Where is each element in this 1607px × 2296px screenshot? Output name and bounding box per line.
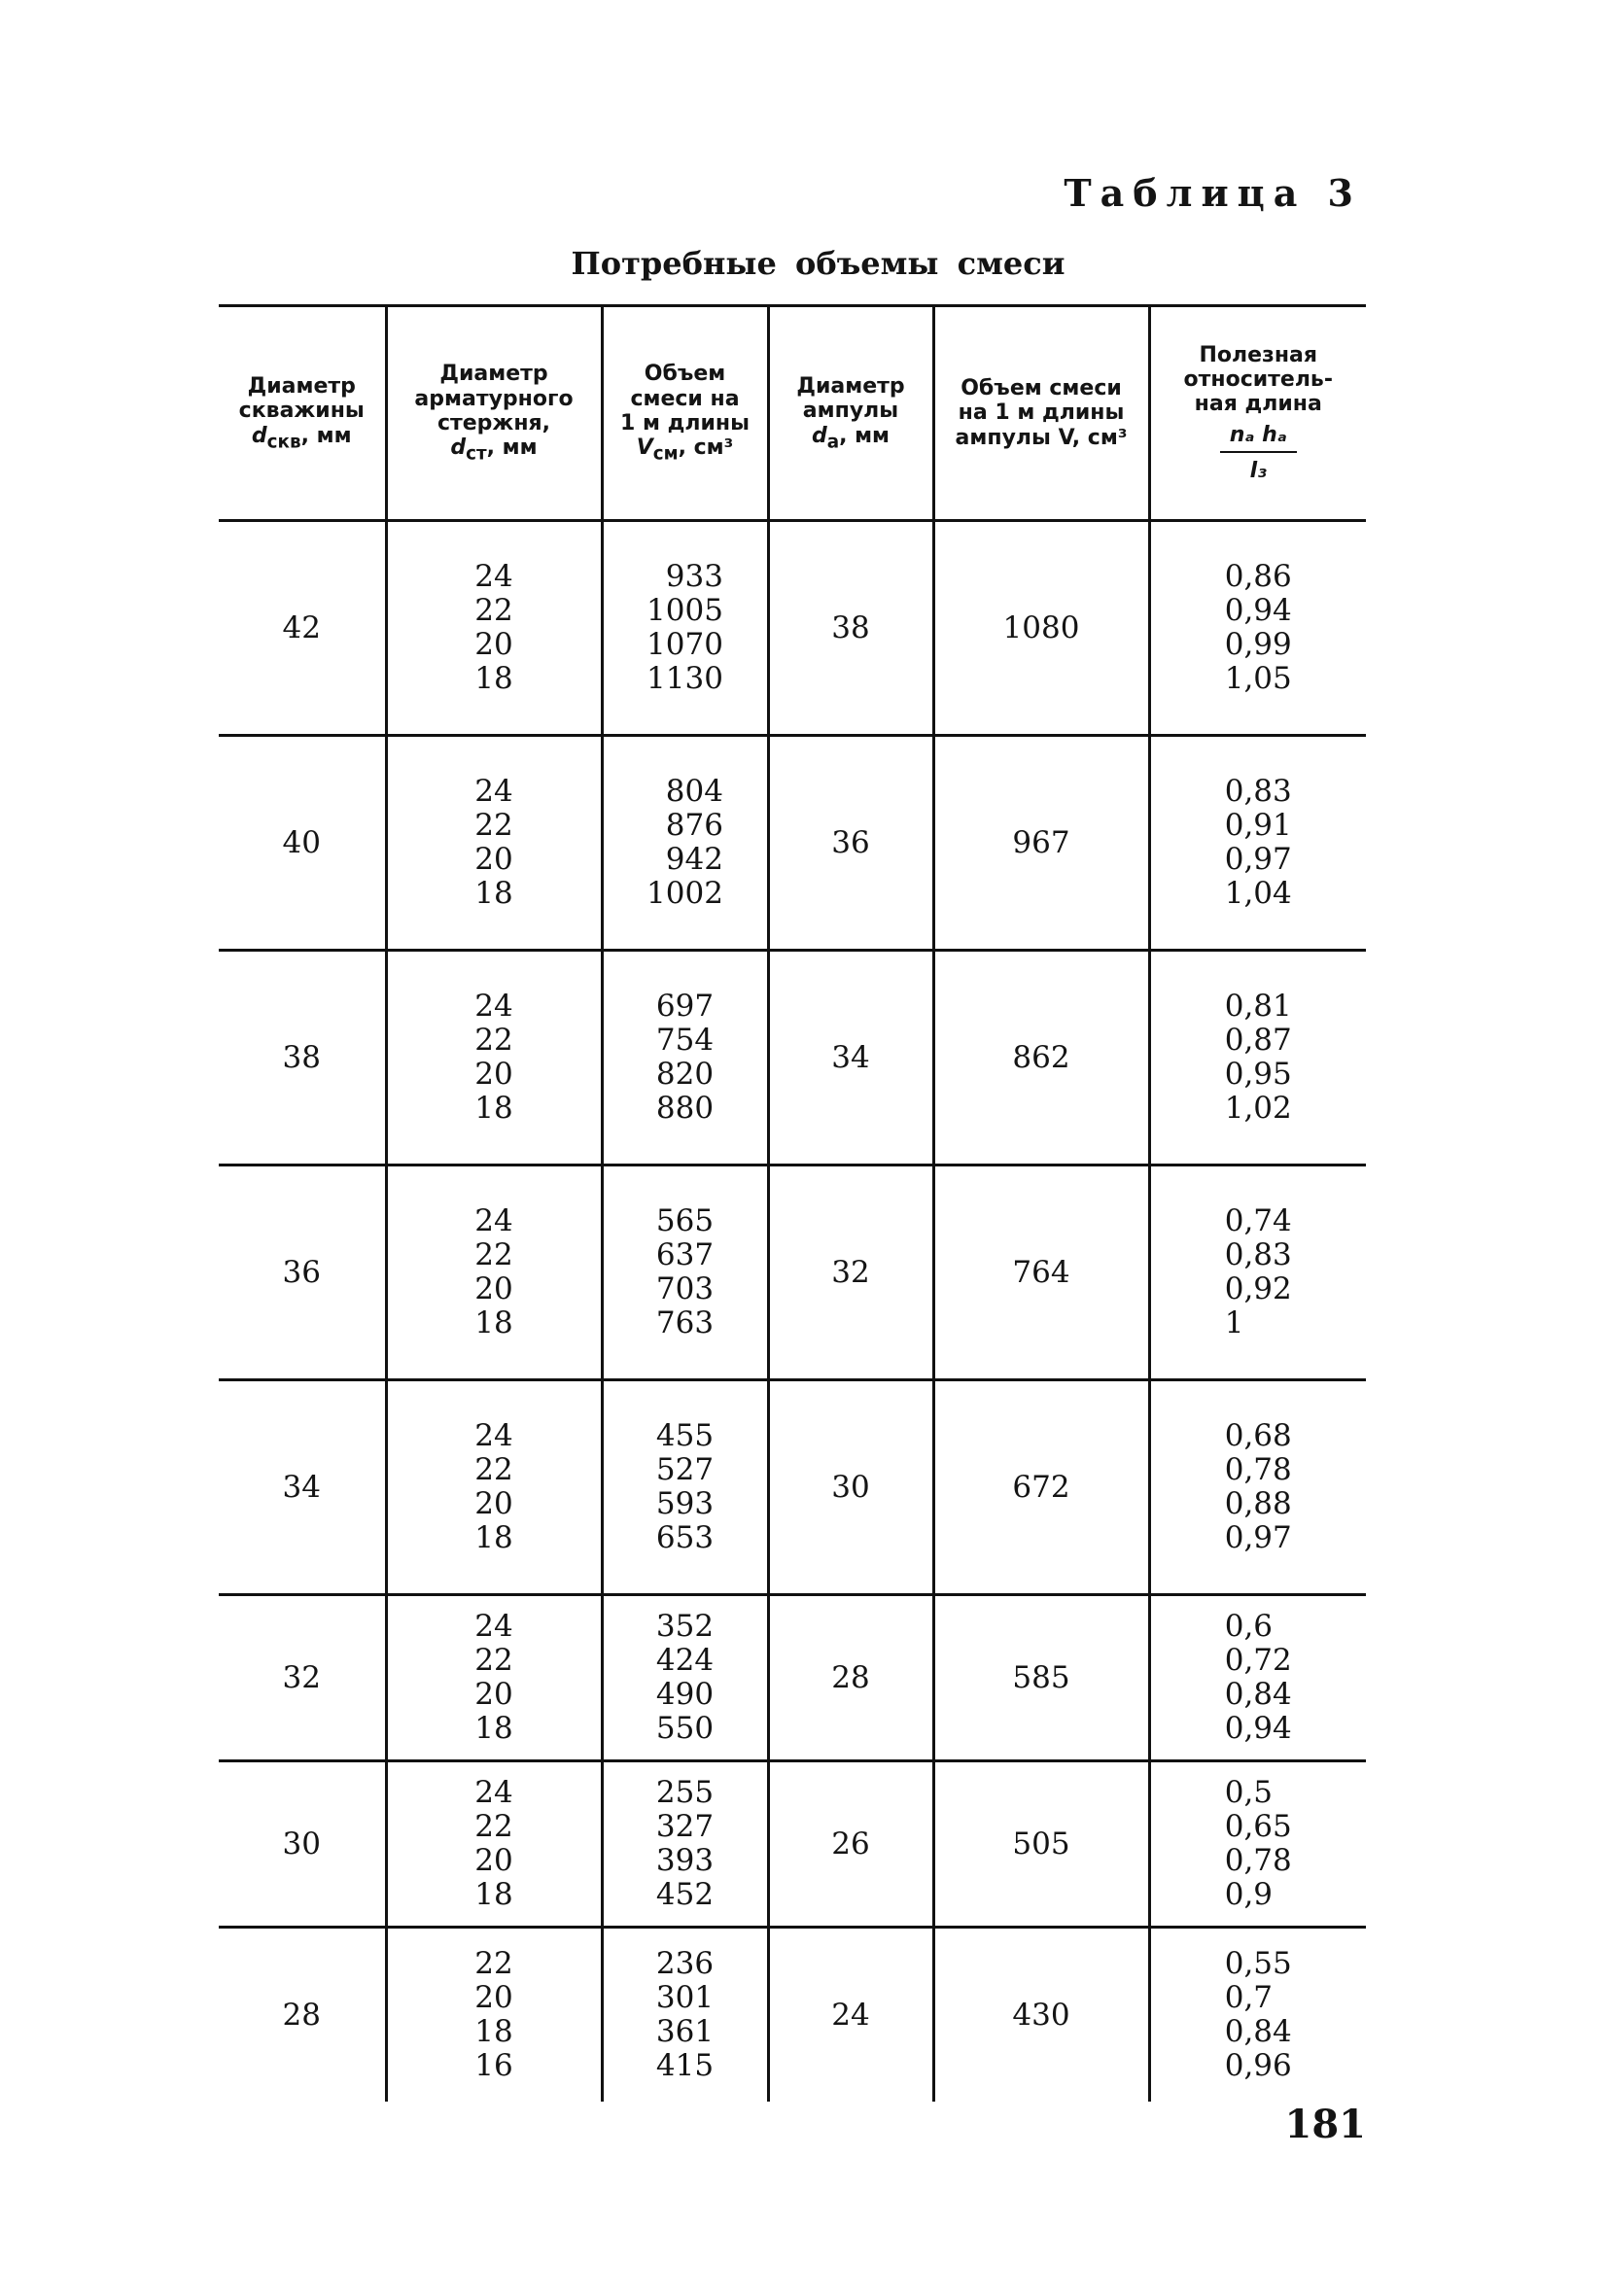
ampoule-diameter-cell: 34 [768, 951, 933, 1165]
header-borehole-diameter: Диаметр скважины $d_{скв}$, мм [219, 306, 386, 521]
ampoule-diameter-cell: 36 [768, 736, 933, 951]
ampoule-diameter-cell: 38 [768, 521, 933, 736]
rod-diameter-cell: 24 22 20 18 [386, 1595, 602, 1761]
table-container [219, 304, 1366, 2102]
ampoule-volume-cell: 764 [933, 1165, 1149, 1380]
relative-length-cell: 0,83 0,91 0,97 1,04 [1149, 736, 1366, 951]
ampoule-diameter-cell: 26 [768, 1761, 933, 1928]
header-rod-diameter: Диаметр арматурного стержня, $d_{ст}$, мм [386, 306, 602, 521]
header-ampoule-mix-volume: Объем смеси на 1 м длины ампулы V, см³ [933, 306, 1149, 521]
ampoule-volume-cell: 505 [933, 1761, 1149, 1928]
header-ampoule-diameter: Диаметр ампулы $d_а$, мм [768, 306, 933, 521]
mix-volume-cell: 236 301 361 415 [602, 1928, 768, 2103]
ampoule-diameter-cell: 32 [768, 1165, 933, 1380]
table-row [219, 1380, 1366, 1595]
length-fraction: $\frac{\text{nₐ hₐ}}{\text{l₃}}$ [1220, 423, 1297, 484]
table-row [219, 1165, 1366, 1380]
relative-length-cell: 0,55 0,7 0,84 0,96 [1149, 1928, 1366, 2103]
mix-volume-cell: 455 527 593 653 [602, 1380, 768, 1595]
rod-diameter-cell: 24 22 20 18 [386, 521, 602, 736]
rod-diameter-cell: 24 22 20 18 [386, 1380, 602, 1595]
ampoule-volume-cell: 862 [933, 951, 1149, 1165]
table-row [219, 951, 1366, 1165]
mix-volume-cell: 804 876 942 1002 [602, 736, 768, 951]
relative-length-cell: 0,68 0,78 0,88 0,97 [1149, 1380, 1366, 1595]
ampoule-diameter-cell: 30 [768, 1380, 933, 1595]
borehole-diameter-cell: 32 [219, 1595, 386, 1761]
borehole-diameter-cell: 34 [219, 1380, 386, 1595]
table-title: Потребные объемы смеси [571, 245, 1066, 282]
table-row [219, 521, 1366, 736]
borehole-diameter-cell: 30 [219, 1761, 386, 1928]
relative-length-cell: 0,6 0,72 0,84 0,94 [1149, 1595, 1366, 1761]
borehole-diameter-cell: 42 [219, 521, 386, 736]
borehole-diameter-cell: 40 [219, 736, 386, 951]
borehole-diameter-cell: 36 [219, 1165, 386, 1380]
ampoule-volume-cell: 585 [933, 1595, 1149, 1761]
relative-length-cell: 0,86 0,94 0,99 1,05 [1149, 521, 1366, 736]
header-mix-volume: Объем смеси на 1 м длины $V_{см}$, см³ [602, 306, 768, 521]
rod-diameter-cell: 24 22 20 18 [386, 736, 602, 951]
ampoule-volume-cell: 1080 [933, 521, 1149, 736]
header-row [219, 306, 1366, 521]
borehole-diameter-cell: 38 [219, 951, 386, 1165]
mix-volume-cell: 255 327 393 452 [602, 1761, 768, 1928]
mix-volume-cell: 697 754 820 880 [602, 951, 768, 1165]
page-number: 181 [1284, 2102, 1366, 2147]
rod-diameter-cell: 24 22 20 18 [386, 951, 602, 1165]
mix-volume-cell: 565 637 703 763 [602, 1165, 768, 1380]
rod-diameter-cell: 24 22 20 18 [386, 1761, 602, 1928]
mixture-volume-table [219, 304, 1366, 2102]
table-row [219, 1761, 1366, 1928]
relative-length-cell: 0,81 0,87 0,95 1,02 [1149, 951, 1366, 1165]
ampoule-volume-cell: 672 [933, 1380, 1149, 1595]
mix-volume-cell: 352 424 490 550 [602, 1595, 768, 1761]
rod-diameter-cell: 22 20 18 16 [386, 1928, 602, 2103]
mix-volume-cell: 933 1005 1070 1130 [602, 521, 768, 736]
borehole-diameter-cell: 28 [282, 1997, 321, 2033]
table-row [219, 1595, 1366, 1761]
ampoule-diameter-cell: 28 [768, 1595, 933, 1761]
table-row [219, 1928, 1366, 2103]
table-row [219, 736, 1366, 951]
header-useful-relative-length: Полезная относитель- ная длина $\frac{\text{nₐ hₐ}}{\text{l₃}}$ [1149, 306, 1366, 521]
ampoule-volume-cell: 430 [933, 1928, 1149, 2103]
ampoule-diameter-cell: 24 [768, 1928, 933, 2103]
rod-diameter-cell: 24 22 20 18 [386, 1165, 602, 1380]
ampoule-volume-cell: 967 [933, 736, 1149, 951]
table-number-label: Таблица 3 [1064, 171, 1362, 215]
relative-length-cell: 0,74 0,83 0,92 1 [1149, 1165, 1366, 1380]
relative-length-cell: 0,5 0,65 0,78 0,9 [1149, 1761, 1366, 1928]
